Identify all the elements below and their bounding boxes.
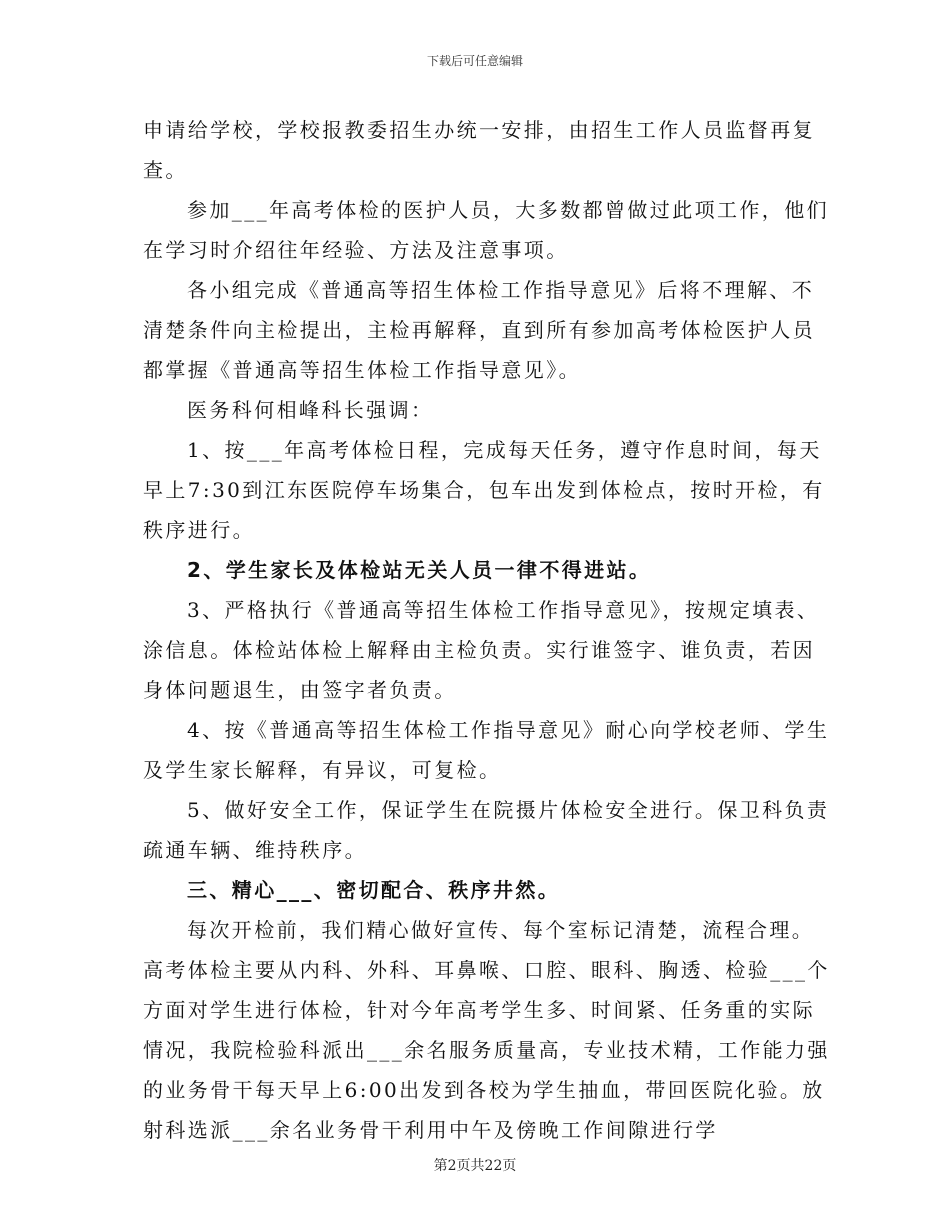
text-line: 查。 (143, 158, 188, 182)
text-line: 疏通车辆、维持秩序。 (143, 838, 367, 862)
text-line: 4、按《普通高等招生体检工作指导意见》耐心向学校老师、学生 (187, 718, 830, 742)
text-line: 清楚条件向主检提出，主检再解释，直到所有参加高考体检医护人员 (143, 318, 815, 342)
text-line: 医务科何相峰科长强调： (187, 398, 434, 422)
text-line: 及学生家长解释，有异议，可复检。 (143, 758, 502, 782)
text-line: 申请给学校，学校报教委招生办统一安排，由招生工作人员监督再复 (143, 118, 815, 142)
text-line: 早上7:30到江东医院停车场集合，包车出发到体检点，按时开检，有 (143, 478, 825, 502)
text-line: 高考体检主要从内科、外科、耳鼻喉、口腔、眼科、胸透、检验___个 (143, 958, 830, 982)
text-line: 在学习时介绍往年经验、方法及注意事项。 (143, 238, 569, 262)
section-heading-line: 2、学生家长及体检站无关人员一律不得进站。 (187, 558, 652, 582)
text-line: 每次开检前，我们精心做好宣传、每个室标记清楚，流程合理。 (187, 918, 815, 942)
text-line: 3、严格执行《普通高等招生体检工作指导意见》，按规定填表、 (187, 598, 820, 622)
text-line: 射科选派___余名业务骨干利用中午及傍晚工作间隙进行学 (143, 1118, 718, 1142)
text-line: 5、做好安全工作，保证学生在院摄片体检安全进行。保卫科负责 (187, 798, 830, 822)
section-heading-line: 三、精心___、密切配合、秩序井然。 (187, 878, 561, 902)
text-line: 的业务骨干每天早上6:00出发到各校为学生抽血，带回医院化验。放 (143, 1078, 825, 1102)
text-line: 身体问题退生，由签字者负责。 (143, 678, 457, 702)
page-footer: 第2页共22页 (433, 1158, 517, 1174)
text-line: 秩序进行。 (143, 518, 255, 542)
text-line: 1、按___年高考体检日程，完成每天任务，遵守作息时间，每天 (187, 438, 822, 462)
page-header: 下载后可任意编辑 (426, 54, 523, 68)
text-line: 情况，我院检验科派出___余名服务质量高，专业技术精，工作能力强 (143, 1038, 830, 1062)
text-line: 参加___年高考体检的医护人员，大多数都曾做过此项工作，他们 (187, 198, 829, 222)
text-line: 涂信息。体检站体检上解释由主检负责。实行谁签字、谁负责，若因 (143, 638, 815, 662)
text-line: 各小组完成《普通高等招生体检工作指导意见》后将不理解、不 (187, 278, 815, 302)
document-body (143, 110, 830, 1150)
text-line: 都掌握《普通高等招生体检工作指导意见》。 (143, 358, 581, 382)
text-line: 方面对学生进行体检，针对今年高考学生多、时间紧、任务重的实际 (143, 998, 815, 1022)
